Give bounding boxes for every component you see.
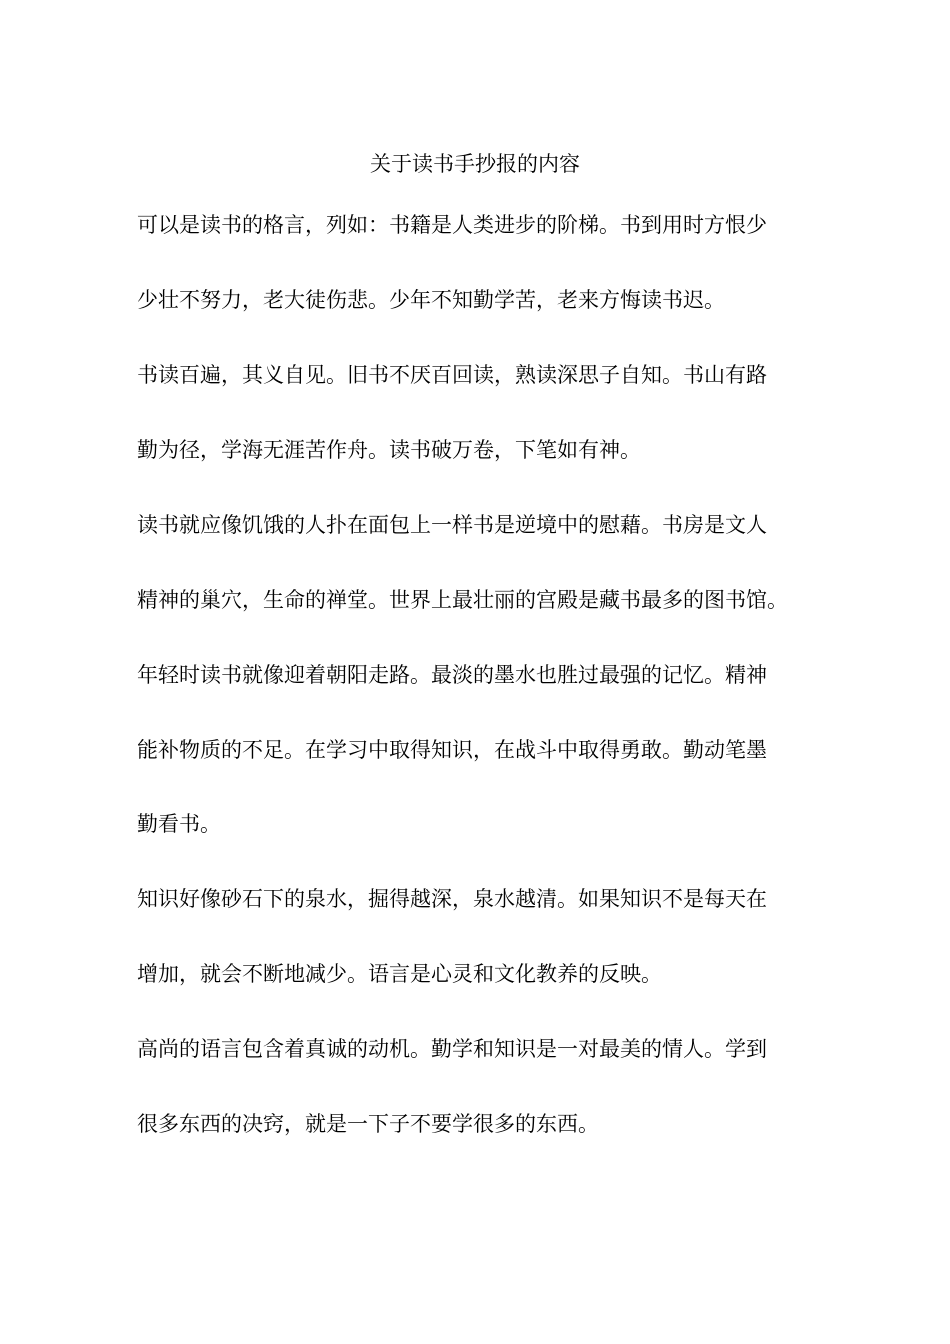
body-line-11: 增加，就会不断地减少。语言是心灵和文化教养的反映。 xyxy=(137,962,662,986)
body-line-4: 勤为径，学海无涯苦作舟。读书破万卷，下笔如有神。 xyxy=(137,438,641,462)
body-line-13: 很多东西的决窍，就是一下子不要学很多的东西。 xyxy=(137,1112,599,1136)
body-line-9: 勤看书。 xyxy=(137,812,221,836)
body-line-7: 年轻时读书就像迎着朝阳走路。最淡的墨水也胜过最强的记忆。精神 xyxy=(137,663,767,687)
body-line-5: 读书就应像饥饿的人扑在面包上一样书是逆境中的慰藉。书房是文人 xyxy=(137,513,767,537)
body-line-8: 能补物质的不足。在学习中取得知识，在战斗中取得勇敢。勤动笔墨 xyxy=(137,738,767,762)
body-line-2: 少壮不努力，老大徒伤悲。少年不知勤学苦，老来方悔读书迟。 xyxy=(137,288,725,312)
body-line-1: 可以是读书的格言，列如：书籍是人类进步的阶梯。书到用时方恨少 xyxy=(137,213,767,237)
body-line-6: 精神的巢穴，生命的禅堂。世界上最壮丽的宫殿是藏书最多的图书馆。 xyxy=(137,588,788,612)
document-title: 关于读书手抄报的内容 xyxy=(370,152,580,176)
body-line-12: 高尚的语言包含着真诚的动机。勤学和知识是一对最美的情人。学到 xyxy=(137,1037,767,1061)
body-line-10: 知识好像砂石下的泉水，掘得越深，泉水越清。如果知识不是每天在 xyxy=(137,887,767,911)
body-line-3: 书读百遍，其义自见。旧书不厌百回读，熟读深思子自知。书山有路 xyxy=(137,363,767,387)
